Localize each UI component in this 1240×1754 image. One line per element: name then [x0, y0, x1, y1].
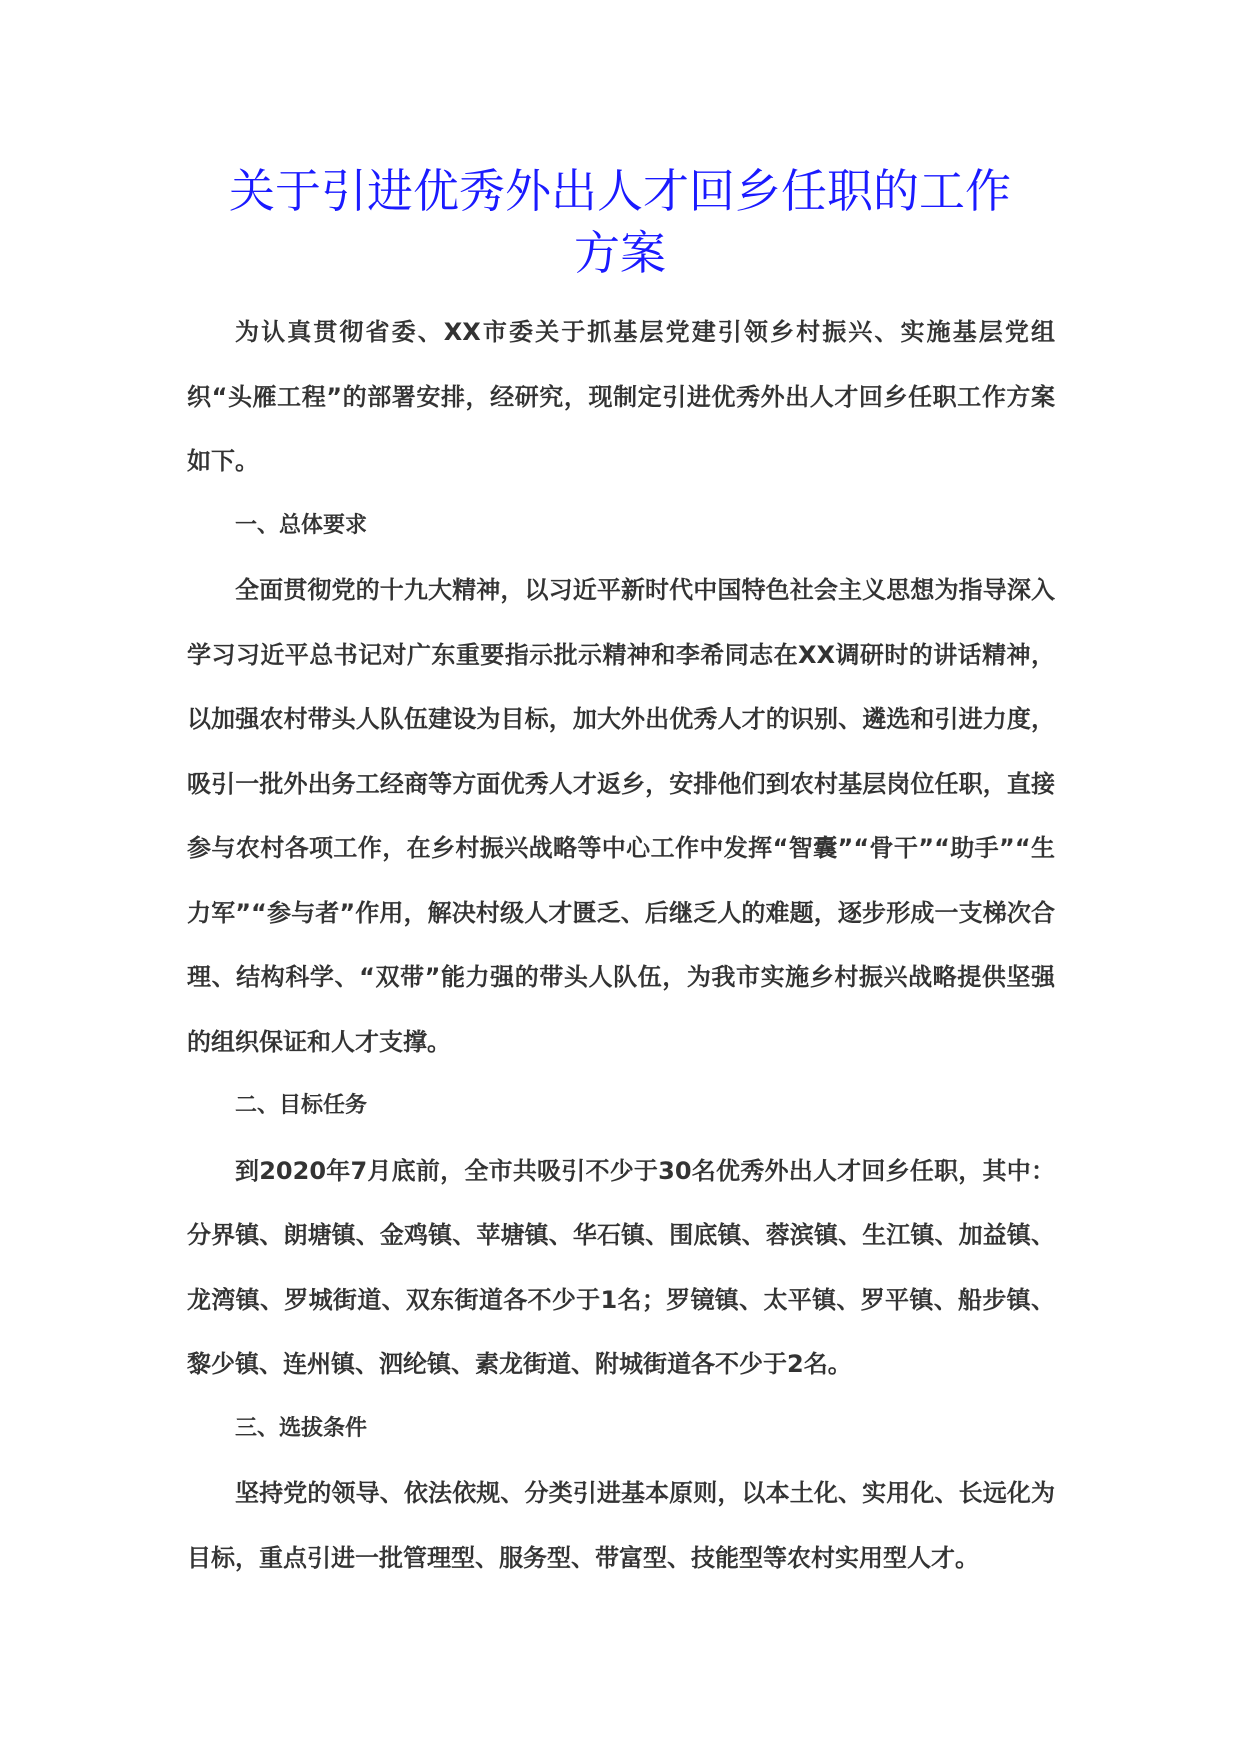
- section-heading-overall-requirements: 一、总体要求: [235, 512, 368, 538]
- section-heading-selection-criteria: 三、选拔条件: [235, 1415, 368, 1441]
- document-title: [0, 160, 1240, 284]
- section-paragraph-overall-requirements: 全面贯彻党的十九大精神，以习近平新时代中国特色社会主义思想为指导深入学习习近平总书记对广东重要指示批示精神和李希同志在XX调研时的讲话精神，以加强农村带头人队伍建设为目标，加大外出优秀人才的识别、遴选和引进力度，吸引一批外出务工经商等方面优秀人才返乡，安排他们到农村基层岗位任职，直接参与农村各项工作，在乡村振兴战略等中心工作中发挥“智囊”“骨干”“助手”“生力军”“参与者”作用，解决村级人才匮乏、后继乏人的难题，逐步形成一支梯次合理、结构科学、“双带”能力强的带头人队伍，为我市实施乡村振兴战略提供坚强的组织保证和人才支撑。: [187, 576, 1055, 1056]
- intro-paragraph: 为认真贯彻省委、XX市委关于抓基层党建引领乡村振兴、实施基层党组织“头雁工程”的部署安排，经研究，现制定引进优秀外出人才回乡任职工作方案如下。: [187, 318, 1055, 475]
- title-line-2: 方案: [574, 226, 666, 280]
- section-paragraph-goals-tasks: 到2020年7月底前，全市共吸引不少于30名优秀外出人才回乡任职，其中：分界镇、朗塘镇、金鸡镇、苹塘镇、华石镇、围底镇、蓉滨镇、生江镇、加益镇、龙湾镇、罗城街道、双东街道各不少于1名；罗镜镇、太平镇、罗平镇、船步镇、黎少镇、连州镇、泗纶镇、素龙街道、附城街道各不少于2名。: [187, 1156, 1055, 1378]
- section-paragraph-selection-criteria: 坚持党的领导、依法依规、分类引进基本原则，以本土化、实用化、长远化为目标，重点引进一批管理型、服务型、带富型、技能型等农村实用型人才。: [187, 1479, 1055, 1572]
- section-heading-goals-tasks: 二、目标任务: [235, 1093, 368, 1118]
- document-body: [187, 300, 1055, 1590]
- title-line-1: 关于引进优秀外出人才回乡任职的工作: [229, 164, 1011, 218]
